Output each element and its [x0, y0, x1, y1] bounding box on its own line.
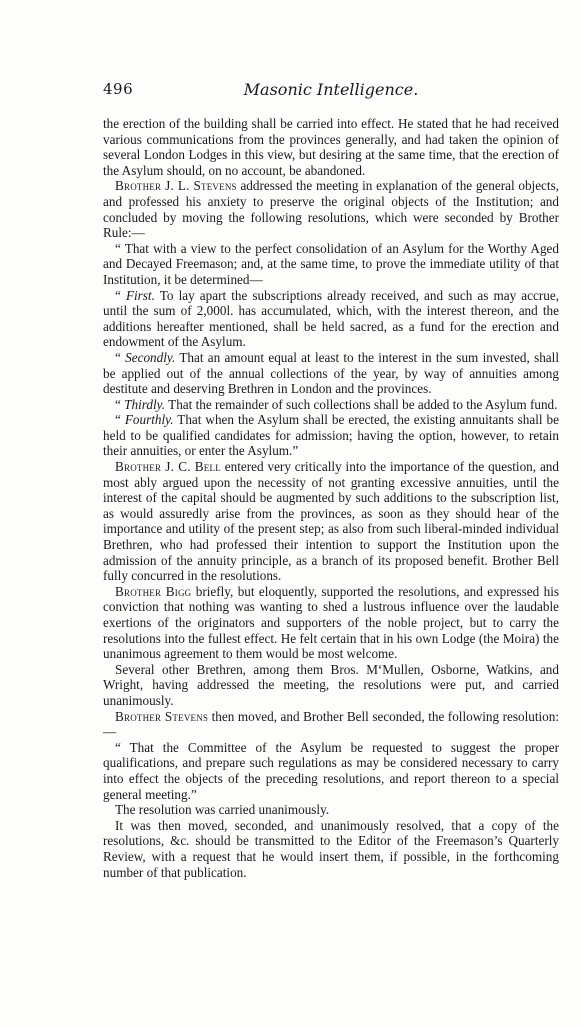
paragraph-text: That the remainder of such collections shall be added to the Asylum fund. [165, 396, 558, 412]
paragraph-text: then moved, and Brother Bell seconded, the following resolution:— [103, 708, 559, 740]
speaker-name: Brother J. C. Bell [115, 459, 221, 475]
resolution-second [103, 350, 559, 397]
paragraph-continuation [103, 116, 559, 178]
paragraph-stevens-address [103, 178, 559, 240]
running-head [103, 80, 559, 102]
quote-mark: “ [115, 412, 125, 428]
quote-mark: “ [115, 287, 126, 303]
paragraph-text: briefly, but eloquently, supported the resolutions, and expressed his conviction that nothing was wanting to shed a lustrous influence over the laudable exertions of the originators and supporters of the noble project, but to carry the resolutions into the fullest effect. He felt certain that in his own Lodge (the Moira) the unanimous agreement to them would be most welcome. [103, 583, 559, 662]
paragraph-text: The resolution was carried unanimously. [115, 802, 330, 818]
speaker-name: Brother Bigg [115, 583, 192, 599]
paragraph-bigg-support [103, 584, 559, 662]
paragraph-text: Several other Brethren, among them Bros. M‘Mullen, Osborne, Watkins, and Wright, having addressed the meeting, the resolutions were put, and carried unanimously. [103, 661, 559, 708]
paragraph-carried [103, 802, 559, 818]
speaker-name: Brother Stevens [115, 708, 209, 724]
quote-mark: “ [115, 349, 126, 365]
resolution-fourth [103, 412, 559, 459]
quote-mark: “ [115, 396, 125, 412]
paragraph-text: entered very critically into the importance of the question, and most ably argued upon the necessity of not granting excessive annuities, until the interest of the capital should be augmented by such additions to the subscription list, as would assuredly arise from the provinces, as soon as they should hear of the importance and utility of the present step; as also from such liberal-minded individual Brethren, who had professed their intention to support the Institution upon the admission of the annuity principle, as a branch of its proposed benefit. Brother Bell fully concurred in the resolutions. [103, 459, 559, 584]
running-title: Masonic Intelligence. [243, 80, 419, 99]
resolution-third [103, 397, 559, 413]
article-body [103, 116, 559, 880]
paragraph-text: To lay apart the subscriptions already received, and such as may accrue, until the sum of 2,000l. has accumulated, which, with the interest thereon, and the additions hereafter mentioned, shall be held sacred, as a fund for the erection and endowment of the Asylum. [103, 287, 559, 350]
paragraph-other-brethren [103, 662, 559, 709]
resolution-first [103, 288, 559, 350]
speaker-name: Brother J. L. Stevens [115, 178, 237, 194]
resolution-label: Secondly. [125, 349, 176, 365]
paragraph-text: It was then moved, seconded, and unanimously resolved, that a copy of the resolutions, &c. should be transmitted to the Editor of the Freemason’s Quarterly Review, with a request that he would insert them, if possible, in the forthcoming number of that publication. [103, 817, 559, 880]
paragraph-text: addressed the meeting in explanation of the general objects, and professed his anxiety to preserve the original objects of the Institution; and concluded by moving the following resolutions, which were seconded by Brother Rule:— [103, 178, 560, 241]
paragraph-bell-argument [103, 459, 559, 584]
resolution-label: First. [125, 287, 155, 303]
paragraph-stevens-motion [103, 709, 559, 740]
paragraph-text: the erection of the building shall be carried into effect. He stated that he had received various communications from the provinces generally, and had taken the opinion of several London Lodges in this view, but desiring at the same time, that the erection of the Asylum should, on no account, be abandoned. [103, 116, 559, 178]
resolution-label: Fourthly. [124, 412, 174, 428]
resolution-committee [103, 740, 559, 802]
paragraph-final-resolution [103, 818, 559, 880]
paragraph-text: That an amount equal at least to the interest in the sum invested, shall be applied out of the annual collections of the year, by way of annuities among destitute and deserving Brethren in London and the provinces. [103, 349, 559, 397]
page-number: 496 [103, 80, 134, 98]
paragraph-text: That when the Asylum shall be erected, the existing annuitants shall be held to be qualified candidates for admission; having the option, however, to retain their annuities, or enter the Asylum.” [103, 412, 559, 459]
paragraph-text: “ That with a view to the perfect consolidation of an Asylum for the Worthy Aged and Decayed Freemason; and, at the same time, to prove the immediate utility of that Institution, it be determined— [103, 240, 559, 287]
paragraph-text: “ That the Committee of the Asylum be requested to suggest the proper qualifications, and prepare such regulations as may be considered necessary to carry into effect the objects of the preceding resolutions, and report thereon to a special general meeting.” [103, 739, 559, 802]
resolution-label: Thirdly. [124, 396, 166, 412]
resolution-preamble [103, 241, 559, 288]
